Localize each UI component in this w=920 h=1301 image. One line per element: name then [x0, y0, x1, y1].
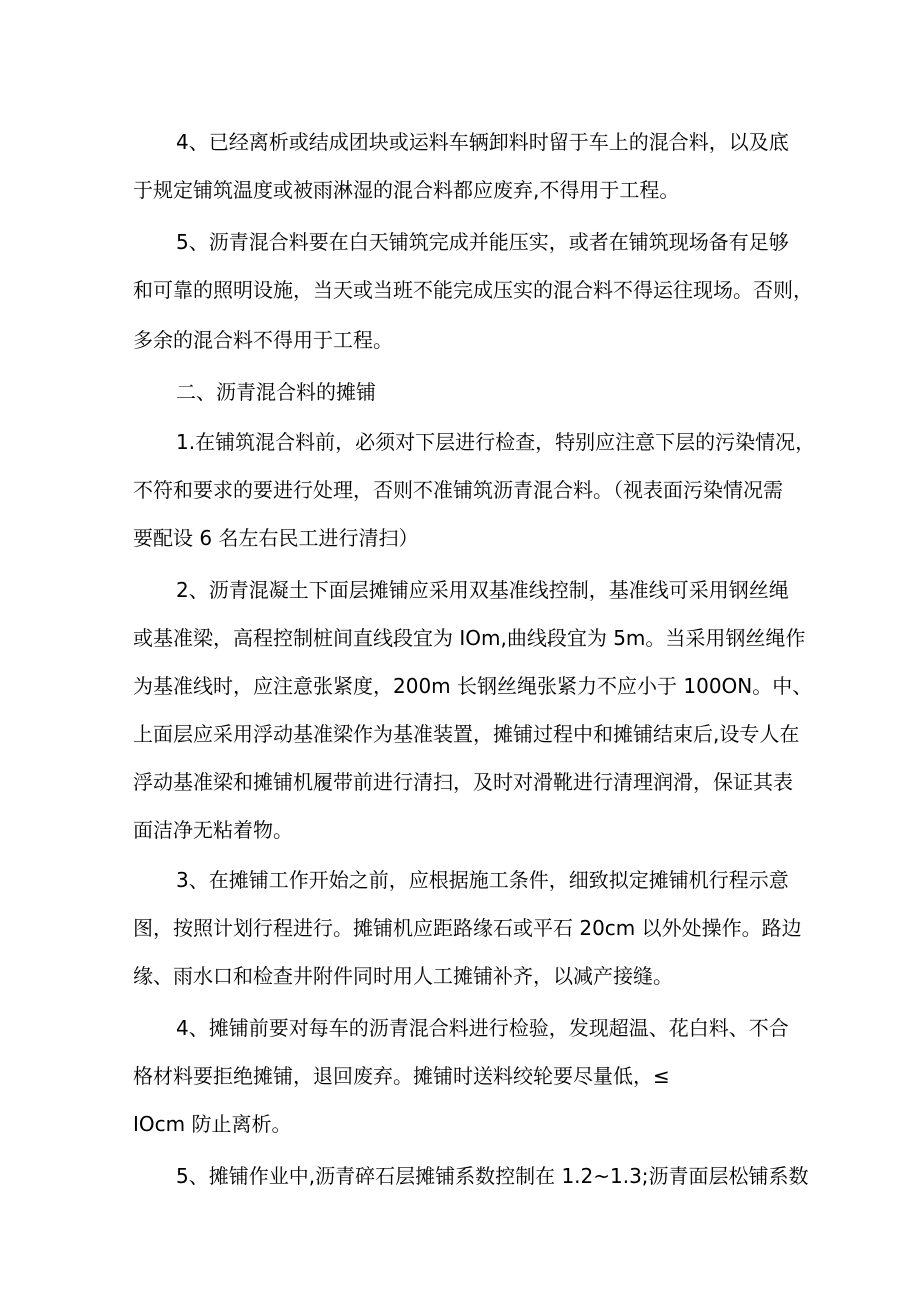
paragraph-3-line-3: 缘、雨水口和检查井附件同时用人工摊铺补齐，以减产接缝。	[133, 964, 673, 988]
paragraph-2-line-6: 面洁净无粘着物。	[133, 818, 293, 842]
paragraph-1-line-3: 要配设 6 名左右民工进行清扫）	[133, 526, 419, 550]
paragraph-5b-line-1: 5、摊铺作业中,沥青碎石层摊铺系数控制在 1.2~1.3;沥青面层松铺系数	[176, 1164, 809, 1188]
section-heading: 二、沥青混合料的摊铺	[176, 380, 376, 404]
paragraph-5-line-1: 5、沥青混合料要在白天铺筑完成并能压实，或者在铺筑现场备有足够	[176, 230, 789, 254]
paragraph-4-line-2: 于规定铺筑温度或被雨淋湿的混合料都应废弃,不得用于工程。	[133, 178, 680, 202]
paragraph-5-line-2: 和可靠的照明设施，当天或当班不能完成压实的混合料不得运往现场。否则，	[133, 278, 813, 302]
paragraph-4b-line-1: 4、摊铺前要对每车的沥青混合料进行检验，发现超温、花白料、不合	[176, 1016, 789, 1040]
paragraph-2-line-4: 上面层应采用浮动基准梁作为基准装置，摊铺过程中和摊铺结束后,设专人在	[133, 722, 800, 746]
paragraph-1-line-1: 1.在铺筑混合料前，必须对下层进行检查，特别应注意下层的污染情况，	[176, 430, 816, 454]
paragraph-3-line-2: 图，按照计划行程进行。摊铺机应距路缘石或平石 20cm 以外处操作。路边	[133, 916, 802, 940]
paragraph-4b-line-3: IOcm 防止离析。	[133, 1112, 292, 1136]
paragraph-4-line-1: 4、已经离析或结成团块或运料车辆卸料时留于车上的混合料，以及底	[176, 130, 789, 154]
paragraph-2-line-2: 或基准梁，高程控制桩间直线段宜为 IOm,曲线段宜为 5m。当采用钢丝绳作	[133, 626, 806, 650]
paragraph-4b-line-2: 格材料要拒绝摊铺，退回废弃。摊铺时送料绞轮要尽量低，≤	[133, 1064, 670, 1088]
paragraph-5-line-3: 多余的混合料不得用于工程。	[133, 328, 393, 352]
paragraph-2-line-1: 2、沥青混凝土下面层摊铺应采用双基准线控制，基准线可采用钢丝绳	[176, 578, 789, 602]
paragraph-3-line-1: 3、在摊铺工作开始之前，应根据施工条件，细致拟定摊铺机行程示意	[176, 868, 789, 892]
paragraph-1-line-2: 不符和要求的要进行处理，否则不准铺筑沥青混合料。（视表面污染情况需	[133, 478, 783, 502]
paragraph-2-line-3: 为基准线时，应注意张紧度，200m 长钢丝绳张紧力不应小于 100ON。中、	[133, 674, 813, 698]
paragraph-2-line-5: 浮动基准梁和摊铺机履带前进行清扫，及时对滑靴进行清理润滑，保证其表	[133, 770, 793, 794]
